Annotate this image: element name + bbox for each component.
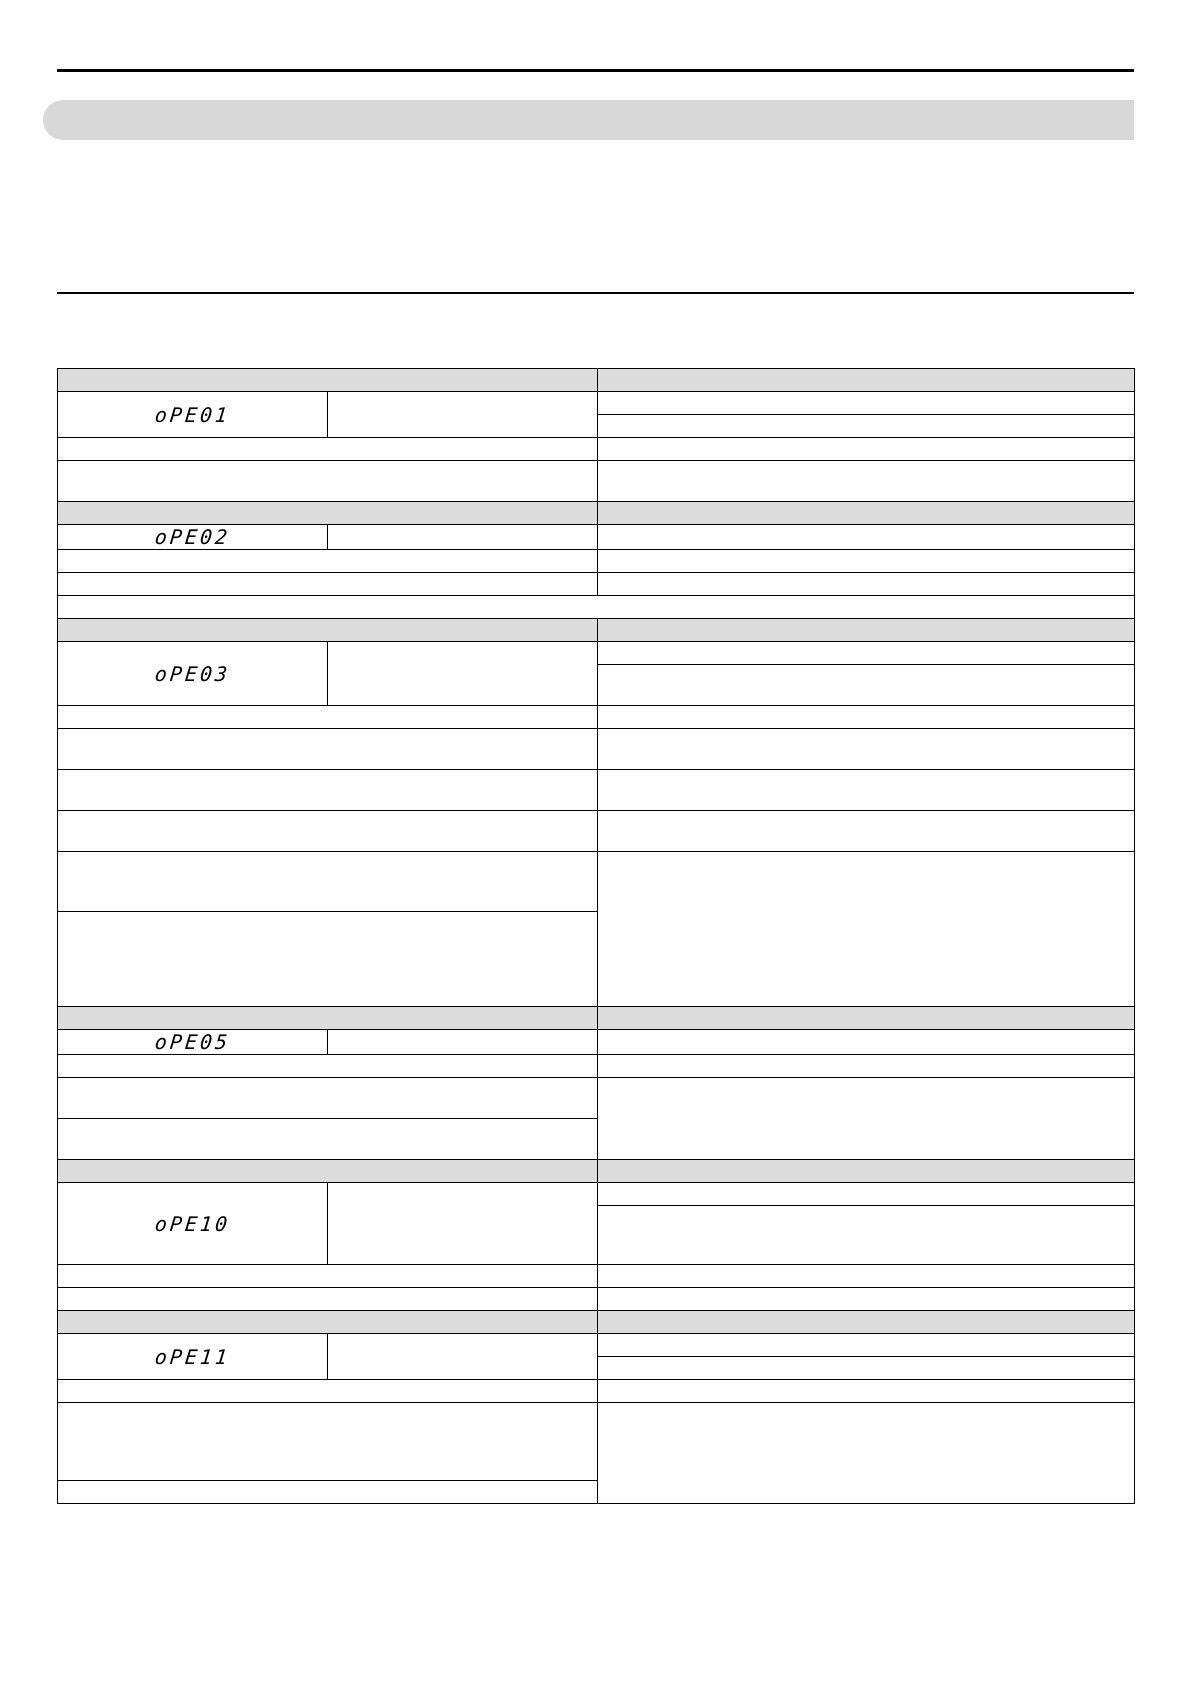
table-row — [58, 1183, 1135, 1206]
table-header-row — [58, 1311, 1135, 1334]
table-row — [58, 729, 1135, 770]
fault-code-ope10: oPE10 — [153, 1211, 232, 1236]
table-row — [58, 392, 1135, 415]
table-row — [58, 811, 1135, 852]
top-rule — [57, 69, 1134, 72]
fault-code-cell — [58, 1183, 328, 1265]
fault-table — [57, 368, 1135, 1504]
table-row — [58, 438, 1135, 461]
table-row — [58, 642, 1135, 665]
table-row — [58, 706, 1135, 729]
table-row — [58, 770, 1135, 811]
table-row — [58, 1030, 1135, 1055]
table-row — [58, 1380, 1135, 1403]
table-row — [58, 1078, 1135, 1119]
table-row — [58, 1055, 1135, 1078]
fault-code-cell — [58, 1030, 328, 1055]
table-row — [58, 461, 1135, 502]
fault-code-cell — [58, 392, 328, 438]
fault-code-ope05: oPE05 — [153, 1030, 232, 1054]
fault-code-ope11: oPE11 — [153, 1344, 232, 1369]
fault-code-ope01: oPE01 — [153, 402, 232, 427]
table-row — [58, 525, 1135, 550]
subsection-rule — [57, 292, 1134, 294]
table-row — [58, 550, 1135, 573]
fault-name-cell — [328, 1030, 598, 1055]
fault-name-cell — [328, 392, 598, 438]
fault-name-cell — [328, 1183, 598, 1265]
table-header-row — [58, 502, 1135, 525]
fault-code-cell — [58, 525, 328, 550]
table-row — [58, 852, 1135, 912]
section-title-bar — [43, 100, 1134, 140]
fault-name-cell — [328, 525, 598, 550]
fault-code-cell — [58, 642, 328, 706]
table-row — [58, 1334, 1135, 1357]
table-header-row — [58, 1160, 1135, 1183]
table-header-row — [58, 619, 1135, 642]
table-header-row — [58, 1007, 1135, 1030]
fault-code-ope02: oPE02 — [153, 525, 232, 549]
fault-code-ope03: oPE03 — [153, 661, 232, 686]
fault-name-cell — [328, 642, 598, 706]
fault-name-cell — [328, 1334, 598, 1380]
table-row — [58, 1265, 1135, 1288]
fault-code-cell — [58, 1334, 328, 1380]
table-row — [58, 1403, 1135, 1481]
table-row — [58, 596, 1135, 619]
table-header-row — [58, 369, 1135, 392]
table-row — [58, 1288, 1135, 1311]
table-row — [58, 573, 1135, 596]
